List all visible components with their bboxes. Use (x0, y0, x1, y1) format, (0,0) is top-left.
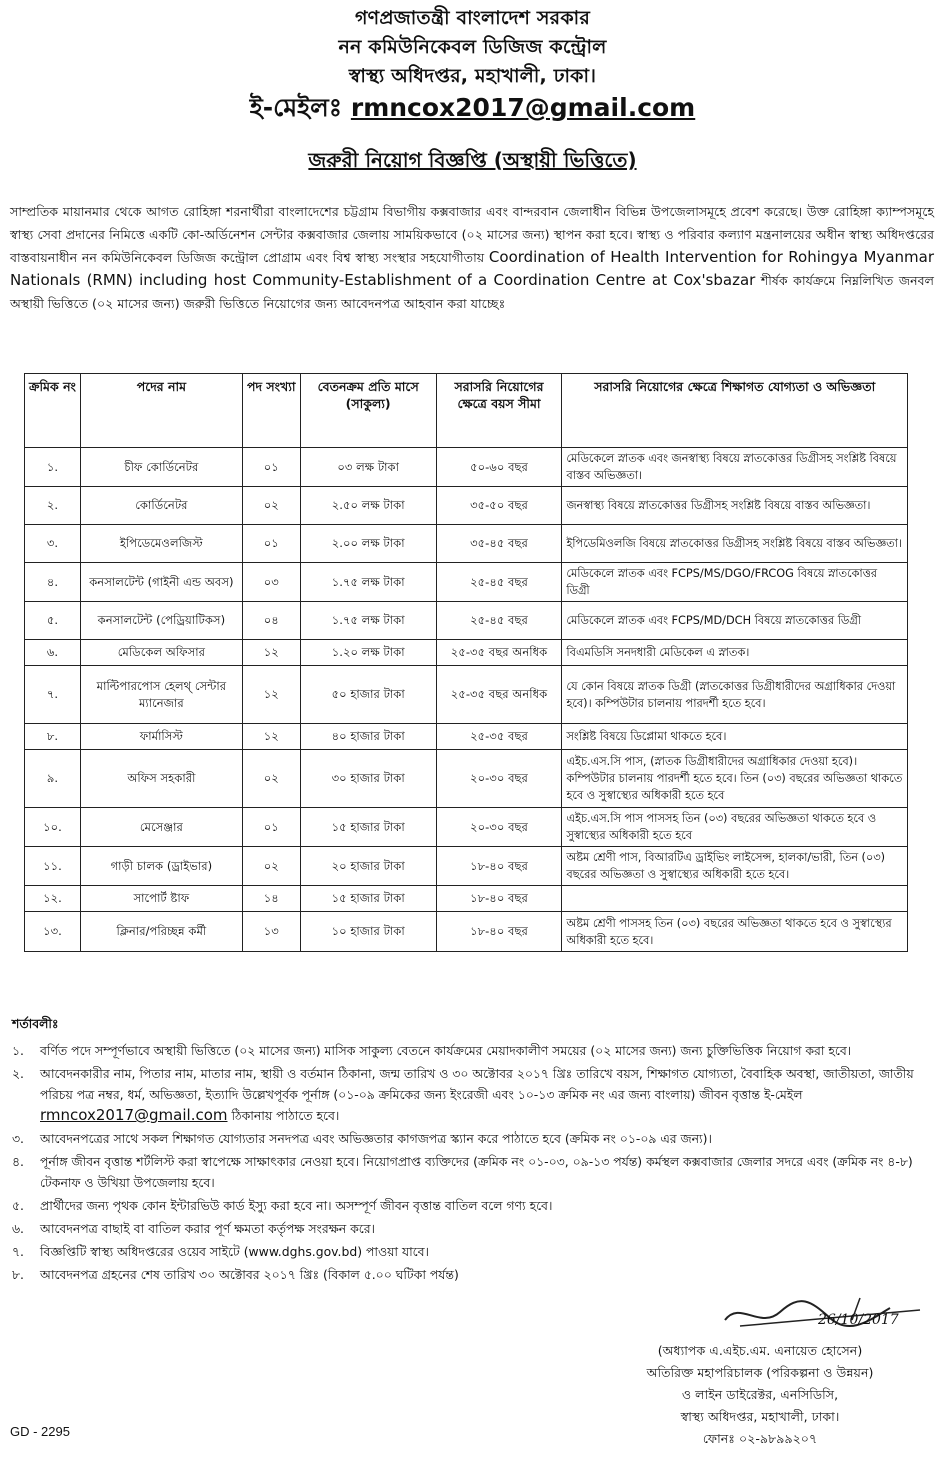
terms-item-suffix: ঠিকানায় পাঠাতে হবে। (231, 1108, 340, 1123)
terms-item-body: আবেদনপত্র গ্রহনের শেষ তারিখ ৩০ অক্টোবর ২০১৭ খ্রিঃ (বিকাল ৫.০০ ঘটিকা পর্যন্ত) (40, 1267, 459, 1282)
cell-serial: ৪. (25, 563, 81, 602)
cell-serial: ৬. (25, 640, 81, 666)
terms-item-body: আবেদনপত্র বাছাই বা বাতিল করার পূর্ণ ক্ষমতা কর্তৃপক্ষ সংরক্ষন করে। (40, 1221, 375, 1236)
table-row (25, 886, 908, 912)
intro-part1: সাম্প্রতিক মায়ানমার থেকে আগত রোহিঙ্গা শরনার্থীরা বাংলাদেশের চট্টগ্রাম বিভাগীয় কক্সবাজার এবং বান্দরবান জেলাধীন বিভিন্ন উপজেলাসমূহে প্রবেশ করেছে। উক্ত রোহিঙ্গা ক্যাম্পসমূহে স্বাস্থ্য সেবা প্রদানের নিমিত্তে একটি কো-অর্ডিনেশন সেন্টার কক্সবাজার জেলায় সাময়িকভাবে (০২ মাসের জন্য) স্থাপন করা হবে। স্বাস্থ্য ও পরিবার কল্যাণ মন্ত্রনালয়ের অধীন স্বাস্থ্য অধিদপ্তরের বাস্তবায়নাধীন নন কমিউনিকেবল ডিজিজ কন্ট্রোল প্রোগ্রাম এবং বিশ্ব স্বাস্থ্য সংস্থার সহযোগীতায় (10, 204, 934, 265)
email-address: rmncox2017@gmail.com (350, 93, 696, 122)
terms-item (12, 1128, 932, 1149)
cell-serial: ১১. (25, 847, 81, 886)
terms-item-number: ৭. (12, 1244, 24, 1259)
cell-serial: ৫. (25, 602, 81, 640)
table-row (25, 847, 908, 886)
table-row (25, 750, 908, 808)
cell-salary: ২.০০ লক্ষ টাকা (300, 525, 436, 563)
cell-qualification: সংশ্লিষ্ট বিষয়ে ডিপ্লোমা থাকতে হবে। (562, 724, 908, 750)
signatory-block (590, 1340, 930, 1450)
terms-item (12, 1195, 932, 1216)
cell-qualification: ইপিডেমিওলজি বিষয়ে স্নাতকোত্তর ডিগ্রীসহ সংশ্লিষ্ট বিষয়ে বাস্তব অভিজ্ঞতা। (562, 525, 908, 563)
cell-age: ২০-৩০ বছর (436, 750, 562, 808)
terms-item (12, 1151, 932, 1193)
terms-item (12, 1040, 932, 1061)
cell-post: মেডিকেল অফিসার (80, 640, 242, 666)
terms-item-number: ৫. (12, 1198, 24, 1213)
cell-qualification: এইচ.এস.সি পাস, (স্নাতক ডিগ্রীধারীদের অগ্রাধিকার দেওয়া হবে)। কম্পিউটার চালনায় পারদর্শী হতে হবে। তিন (০৩) বছরের অভিজ্ঞতা থাকতে হবে ও সুস্বাস্থ্যের অধিকারী হতে হবে (562, 750, 908, 808)
terms-item-body: প্রার্থীদের জন্য পৃথক কোন ইন্টারভিউ কার্ড ইস্যু করা হবে না। অসম্পূর্ণ জীবন বৃত্তান্ত বাতিল বলে গণ্য হবে। (40, 1198, 553, 1213)
terms-item-body: আবেদনকারীর নাম, পিতার নাম, মাতার নাম, স্থায়ী ও বর্তমান ঠিকানা, জন্ম তারিখ ও ৩০ অক্টোবর ২০১৭ খ্রিঃ তারিখে বয়স, শিক্ষাগত যোগ্যতা, বৈবাহিক অবস্থা, জাতীয়তা, জাতীয় পরিচয় পত্র নম্বর, ধর্ম, অভিজ্ঞতা, ইত্যাদি উল্লেখপূর্বক পূর্নাঙ্গ (০১-০৯ ক্রমিকের জন্য ইংরেজী এবং ১০-১৩ ক্রমিক নং এর জন্য বাংলায়) জীবন বৃত্তান্ত ই-মেইল (40, 1066, 914, 1102)
intro-paragraph (10, 200, 934, 315)
cell-qualification: বিএমডিসি সনদধারী মেডিকেল এ স্নাতক। (562, 640, 908, 666)
terms-item-text (40, 1218, 932, 1239)
cell-qualification (562, 886, 908, 912)
table-row (25, 448, 908, 487)
cell-age: ২৫-৪৫ বছর (436, 563, 562, 602)
table-row (25, 602, 908, 640)
cell-qualification: মেডিকেলে স্নাতক এবং FCPS/MS/DGO/FRCOG বিষয়ে স্নাতকোত্তর ডিগ্রী (562, 563, 908, 602)
cell-count: ০১ (242, 525, 300, 563)
cell-serial: ৩. (25, 525, 81, 563)
signatory-designation-1: অতিরিক্ত মহাপরিচালক (পরিকল্পনা ও উন্নয়ন) (646, 1365, 874, 1380)
gd-code: GD - 2295 (10, 1424, 70, 1439)
cell-post: ফার্মাসিস্ট (80, 724, 242, 750)
cell-age: ৩৫-৪৫ বছর (436, 525, 562, 563)
cell-count: ০২ (242, 487, 300, 525)
signatory-office: স্বাস্থ্য অধিদপ্তর, মহাখালী, ঢাকা। (680, 1409, 840, 1424)
table-row (25, 724, 908, 750)
cell-post: অফিস সহকারী (80, 750, 242, 808)
terms-section (12, 1016, 932, 1287)
cell-age: ১৮-৪০ বছর (436, 847, 562, 886)
header-serial: ক্রমিক নং (25, 374, 81, 448)
cell-count: ১২ (242, 640, 300, 666)
cell-salary: ১৫ হাজার টাকা (300, 886, 436, 912)
cell-age: ১৮-৪০ বছর (436, 912, 562, 952)
terms-item-text (40, 1128, 932, 1149)
cell-salary: ১.৭৫ লক্ষ টাকা (300, 563, 436, 602)
cell-salary: ২.৫০ লক্ষ টাকা (300, 487, 436, 525)
table-row (25, 666, 908, 724)
cell-serial: ৭. (25, 666, 81, 724)
terms-item (12, 1264, 932, 1285)
cell-serial: ১০. (25, 808, 81, 847)
intro-part2: শীর্ষক কার্যক্রমে নিম্নলিখিত জনবল অস্থায়ী ভিত্তিতে (০২ মাসের জন্য) জরুরী ভিত্তিতে নিয়োগের জন্য আবেদনপত্র আহবান করা যাচ্ছেঃ (10, 273, 934, 311)
terms-item-number: ৮. (12, 1267, 24, 1282)
signatory-name: (অধ্যাপক এ.এইচ.এম. এনায়েত হোসেন) (657, 1343, 863, 1358)
cell-count: ০২ (242, 847, 300, 886)
cell-salary: ২০ হাজার টাকা (300, 847, 436, 886)
terms-item-text (40, 1241, 932, 1262)
cell-age: ১৮-৪০ বছর (436, 886, 562, 912)
terms-item-number: ৪. (12, 1154, 24, 1169)
cell-qualification: অষ্টম শ্রেণী পাস, বিআরটিএ ড্রাইভিং লাইসেন্স, হালকা/ভারী, তিন (০৩) বছরের অভিজ্ঞতা ও সুস্বাস্থ্যের অধিকারী হতে হবে। (562, 847, 908, 886)
email-label: ই-মেইলঃ (249, 93, 343, 122)
header-age: সরাসরি নিয়োগের ক্ষেত্রে বয়স সীমা (436, 374, 562, 448)
header-post: পদের নাম (80, 374, 242, 448)
cell-post: ক্লিনার/পরিচ্ছন্ন কর্মী (80, 912, 242, 952)
cell-count: ০১ (242, 448, 300, 487)
cell-salary: ৩০ হাজার টাকা (300, 750, 436, 808)
table-row (25, 640, 908, 666)
cell-post: কনসালটেন্ট (গাইনী এন্ড অবস) (80, 563, 242, 602)
cell-post: মাল্টিপারপোস হেলথ্ সেন্টার ম্যানেজার (80, 666, 242, 724)
table-header-row (25, 374, 908, 448)
terms-item-text (40, 1151, 932, 1193)
cell-count: ০২ (242, 750, 300, 808)
cell-count: ১২ (242, 666, 300, 724)
terms-item-text (40, 1195, 932, 1216)
terms-item-body: পূর্নাঙ্গ জীবন বৃত্তান্ত শর্টলিস্ট করা স্বাপেক্ষে সাক্ষাৎকার নেওয়া হবে। নিয়োগপ্রাপ্ত ব্যক্তিদের (ক্রমিক নং ০১-০৩, ০৯-১৩ পর্যন্ত) কর্মস্থল কক্সবাজার জেলার সদরে এবং (ক্রমিক নং ৪-৮) টেকনাফ ও উখিয়া উপজেলায় হবে। (40, 1154, 913, 1190)
terms-item (12, 1241, 932, 1262)
program-name: নন কমিউনিকেবল ডিজিজ কন্ট্রোল (338, 36, 607, 58)
cell-serial: ৯. (25, 750, 81, 808)
notice-title (0, 146, 945, 179)
cell-salary: ৫০ হাজার টাকা (300, 666, 436, 724)
cell-qualification: মেডিকেলে স্নাতক এবং জনস্বাস্থ্য বিষয়ে স্নাতকোত্তর ডিগ্রীসহ সংশ্লিষ্ট বিষয়ে বাস্তব অভিজ্ঞতা। (562, 448, 908, 487)
cell-post: কোর্ডিনেটর (80, 487, 242, 525)
email-line (0, 91, 945, 125)
cell-age: ২৫-৪৫ বছর (436, 602, 562, 640)
cell-age: ২৫-৩৫ বছর (436, 724, 562, 750)
signature-date: 26/10/2017 (818, 1312, 899, 1328)
terms-item-body: বিজ্ঞপ্তিটি স্বাস্থ্য অধিদপ্তরের ওয়েব সাইটে (www.dghs.gov.bd) পাওয়া যাবে। (40, 1244, 429, 1259)
cell-age: ২৫-৩৫ বছর অনধিক (436, 640, 562, 666)
cell-serial: ১৩. (25, 912, 81, 952)
cell-salary: ১০ হাজার টাকা (300, 912, 436, 952)
cell-count: ১৩ (242, 912, 300, 952)
terms-title: শর্তাবলীঃ (12, 1016, 59, 1031)
terms-item (12, 1063, 932, 1126)
letterhead (0, 4, 945, 125)
terms-item-number: ২. (12, 1066, 24, 1081)
jobs-table (24, 373, 908, 952)
terms-item-number: ৬. (12, 1221, 24, 1236)
signatory-designation-2: ও লাইন ডাইরেক্টর, এনসিডিসি, (681, 1387, 839, 1402)
cell-serial: ২. (25, 487, 81, 525)
table-row (25, 525, 908, 563)
cell-post: কনসালটেন্ট (পেড্রিয়াটিকস) (80, 602, 242, 640)
cell-salary: ৪০ হাজার টাকা (300, 724, 436, 750)
cell-salary: ১.৭৫ লক্ষ টাকা (300, 602, 436, 640)
table-row (25, 808, 908, 847)
cell-post: চীফ কোর্ডিনেটর (80, 448, 242, 487)
office-address: স্বাস্থ্য অধিদপ্তর, মহাখালী, ঢাকা। (348, 65, 597, 87)
cell-post: ইপিডেমেওলজিস্ট (80, 525, 242, 563)
cell-serial: ১২. (25, 886, 81, 912)
terms-email-link[interactable]: rmncox2017@gmail.com (40, 1106, 228, 1124)
cell-qualification: এইচ.এস.সি পাস পাসসহ তিন (০৩) বছরের অভিজ্ঞতা থাকতে হবে ও সুস্বাস্থ্যের অধিকারী হতে হবে (562, 808, 908, 847)
intro-english-title: Coordination of Health Intervention for Rohingya Myanmar Nationals (RMN) including host Community-Establishment of a Coordination Centre at Cox'sbazar (10, 248, 934, 289)
header-qualification: সরাসরি নিয়োগের ক্ষেত্রে শিক্ষাগত যোগ্যতা ও অভিজ্ঞতা (562, 374, 908, 448)
cell-qualification: যে কোন বিষয়ে স্নাতক ডিগ্রী (স্নাতকোত্তর ডিগ্রীধারীদের অগ্রাধিকার দেওয়া হবে)। কম্পিউটার চালনায় পারদর্শী হতে হবে। (562, 666, 908, 724)
terms-item-number: ১. (12, 1043, 24, 1058)
cell-age: ৩৫-৫০ বছর (436, 487, 562, 525)
cell-salary: ০৩ লক্ষ টাকা (300, 448, 436, 487)
cell-serial: ১. (25, 448, 81, 487)
terms-item-text (40, 1264, 932, 1285)
cell-count: ০১ (242, 808, 300, 847)
cell-qualification: মেডিকেলে স্নাতক এবং FCPS/MD/DCH বিষয়ে স্নাতকোত্তর ডিগ্রী (562, 602, 908, 640)
cell-serial: ৮. (25, 724, 81, 750)
cell-qualification: জনস্বাস্থ্য বিষয়ে স্নাতকোত্তর ডিগ্রীসহ সংশ্লিষ্ট বিষয়ে বাস্তব অভিজ্ঞতা। (562, 487, 908, 525)
cell-salary: ১৫ হাজার টাকা (300, 808, 436, 847)
signatory-phone: ফোনঃ ০২-৯৮৯৯২০৭ (702, 1431, 818, 1446)
cell-count: ১২ (242, 724, 300, 750)
terms-item-text (40, 1040, 932, 1061)
cell-salary: ১.২০ লক্ষ টাকা (300, 640, 436, 666)
table-row (25, 563, 908, 602)
cell-age: ২৫-৩৫ বছর অনধিক (436, 666, 562, 724)
header-salary: বেতনক্রম প্রতি মাসে (সাকুল্য) (300, 374, 436, 448)
header-count: পদ সংখ্যা (242, 374, 300, 448)
terms-item-body: আবেদনপত্রের সাথে সকল শিক্ষাগত যোগ্যতার সনদপত্র এবং অভিজ্ঞতার কাগজপত্র স্ক্যান করে পাঠাতে হবে (ক্রমিক নং ০১-০৯ এর জন্য)। (40, 1131, 712, 1146)
cell-age: ২০-৩০ বছর (436, 808, 562, 847)
cell-post: মেসেঞ্জার (80, 808, 242, 847)
govt-name: গণপ্রজাতন্ত্রী বাংলাদেশ সরকার (355, 7, 590, 29)
terms-item-body: বর্ণিত পদে সম্পূর্ণভাবে অস্থায়ী ভিত্তিতে (০২ মাসের জন্য) মাসিক সাকুল্য বেতনে কার্যক্রমের মেয়াদকালীণ সময়ের (০২ মাসের জন্য) জন্য চুক্তিভিত্তিক নিয়োগ করা হবে। (40, 1043, 852, 1058)
cell-count: ১৪ (242, 886, 300, 912)
cell-age: ৫০-৬০ বছর (436, 448, 562, 487)
cell-post: গাড়ী চালক (ড্রাইভার) (80, 847, 242, 886)
notice-title-text: জরুরী নিয়োগ বিজ্ঞপ্তি (অস্থায়ী ভিত্তিতে) (308, 148, 637, 172)
terms-item-number: ৩. (12, 1131, 24, 1146)
cell-qualification: অষ্টম শ্রেণী পাসসহ তিন (০৩) বছরের অভিজ্ঞতা থাকতে হবে ও সুস্বাস্থ্যের অধিকারী হতে হবে। (562, 912, 908, 952)
cell-post: সাপোর্ট ষ্টাফ (80, 886, 242, 912)
table-row (25, 912, 908, 952)
terms-item (12, 1218, 932, 1239)
terms-item-text (40, 1063, 932, 1126)
cell-count: ০৩ (242, 563, 300, 602)
cell-count: ০৪ (242, 602, 300, 640)
table-row (25, 487, 908, 525)
